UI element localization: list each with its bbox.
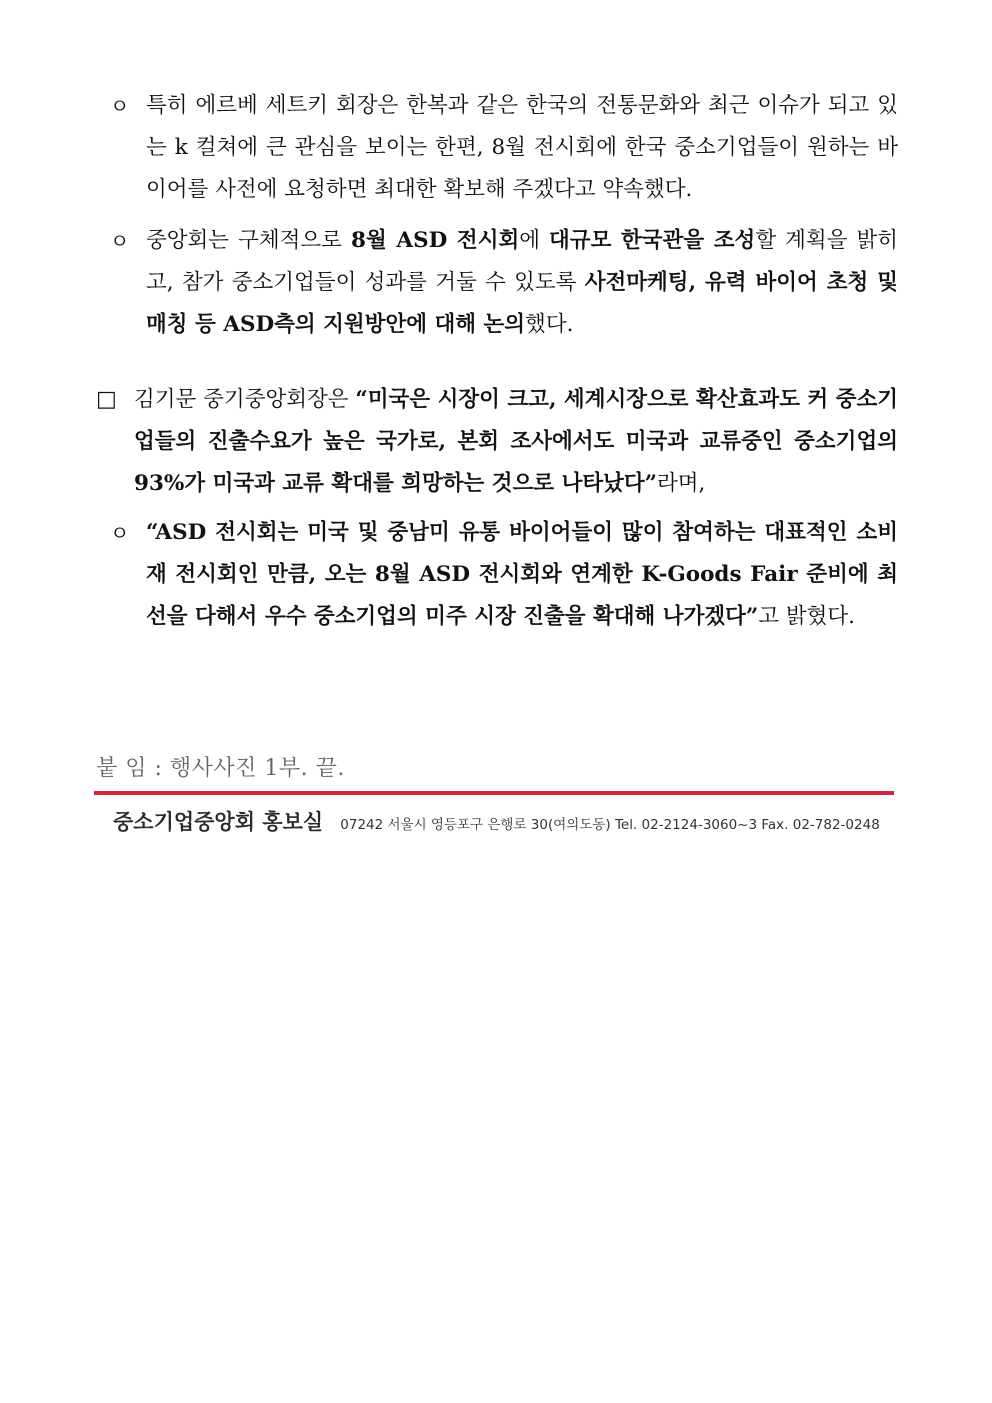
sub-bullet-marker: ㅇ [110,521,130,545]
footer-organization: 중소기업중앙회 홍보실 [113,810,324,834]
paragraph-asd-fair-quote [110,512,898,638]
footer-address: 07242 서울시 영등포구 은행로 30(여의도동) Tel. 02-2124-3060~3 Fax. 02-782-0248 [340,817,880,833]
paragraph-korea-pavilion-plan [110,220,898,346]
paragraph-text: 중앙회는 구체적으로 8월 ASD 전시회에 대규모 한국관을 조성할 계획을 밝히고, 참가 중소기업들이 성과를 거둘 수 있도록 사전마케팅, 유력 바이어 초청 및 매칭 등 ASD측의 지원방안에 대해 논의했다. [146,228,898,337]
footer-divider [94,791,894,795]
sub-bullet-marker: ㅇ [110,94,130,118]
sub-bullet-marker: ㅇ [110,229,130,253]
paragraph-chairman-quote [96,379,898,505]
paragraph-text: “ASD 전시회는 미국 및 중남미 유통 바이어들이 많이 참여하는 대표적인 소비재 전시회인 만큼, 오는 8월 ASD 전시회와 연계한 K-Goods Fair 준비에 최선을 다해서 우수 중소기업의 미주 시장 진출을 확대해 나가겠다”고 밝혔다. [146,520,898,629]
paragraph-text: 김기문 중기중앙회장은 “미국은 시장이 크고, 세계시장으로 확산효과도 커 중소기업들의 진출수요가 높은 국가로, 본회 조사에서도 미국과 교류중인 중소기업의 93%가 미국과 교류 확대를 희망하는 것으로 나타났다”라며, [134,387,898,496]
paragraph-dongho-interest [110,85,898,211]
attachment-note: 붙 임 : 행사사진 1부. 끝. [96,756,345,781]
paragraph-text: 특히 에르베 세트키 회장은 한복과 같은 한국의 전통문화와 최근 이슈가 되고 있는 k 컬쳐에 큰 관심을 보이는 한편, 8월 전시회에 한국 중소기업들이 원하는 바이어를 사전에 요청하면 최대한 확보해 주겠다고 약속했다. [146,93,898,202]
main-bullet-marker: □ [96,387,117,412]
footer [113,804,880,843]
